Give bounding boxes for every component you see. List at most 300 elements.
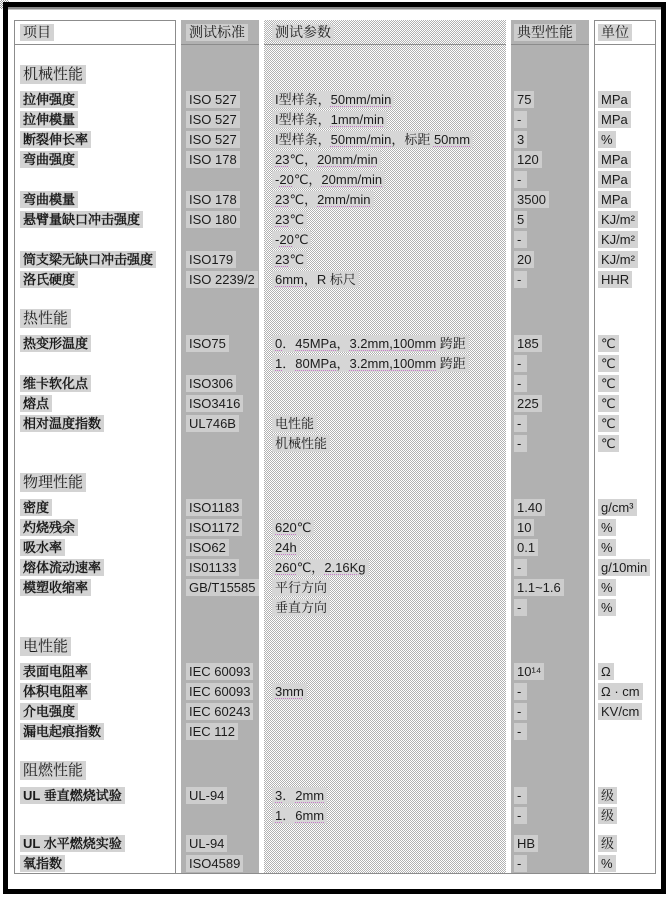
unit: % bbox=[598, 519, 616, 536]
test-standard-cell bbox=[181, 109, 259, 129]
test-standard: UL-94 bbox=[186, 835, 227, 852]
test-parameter: 260℃，2.16Kg bbox=[272, 559, 369, 576]
typical-value: - bbox=[514, 855, 527, 872]
test-parameter-cell bbox=[264, 413, 506, 433]
test-standard-cell bbox=[181, 249, 259, 269]
typical-value: 10 bbox=[514, 519, 534, 536]
test-standard-cell bbox=[181, 721, 259, 741]
test-parameter-cell bbox=[264, 557, 506, 577]
typical-value: 0.1 bbox=[514, 539, 538, 556]
test-standard: UL-94 bbox=[186, 787, 227, 804]
test-standard-cell bbox=[181, 701, 259, 721]
typical-value-cell bbox=[511, 681, 589, 701]
typical-value: - bbox=[514, 111, 527, 128]
property-name-cell bbox=[14, 109, 176, 129]
test-parameter-cell bbox=[264, 433, 506, 453]
typical-value-cell bbox=[511, 701, 589, 721]
unit: % bbox=[598, 131, 616, 148]
property-name: 悬臂量缺口冲击强度 bbox=[20, 211, 143, 228]
unit-cell bbox=[594, 701, 656, 721]
test-parameter-cell bbox=[264, 721, 506, 741]
unit-cell bbox=[594, 517, 656, 537]
row-spacer bbox=[14, 825, 176, 833]
typical-value-cell bbox=[511, 497, 589, 517]
unit: g/10min bbox=[598, 559, 650, 576]
test-standard-cell bbox=[181, 129, 259, 149]
test-standard-cell bbox=[181, 741, 259, 785]
unit: ℃ bbox=[598, 355, 619, 372]
typical-value-cell bbox=[511, 393, 589, 413]
unit-cell bbox=[594, 189, 656, 209]
test-standard: IS01133 bbox=[186, 559, 239, 576]
unit: KJ/m² bbox=[598, 231, 638, 248]
test-standard: ISO 2239/2 bbox=[186, 271, 258, 288]
test-standard: ISO 178 bbox=[186, 191, 240, 208]
test-standard-cell bbox=[181, 833, 259, 853]
unit: ℃ bbox=[598, 435, 619, 452]
unit-cell bbox=[594, 373, 656, 393]
test-standard-cell bbox=[181, 617, 259, 661]
unit-cell bbox=[594, 785, 656, 805]
header-unit: 单位 bbox=[594, 20, 656, 45]
property-name-cell bbox=[14, 497, 176, 517]
unit-cell bbox=[594, 269, 656, 289]
row-spacer bbox=[264, 825, 506, 833]
test-standard-cell bbox=[181, 89, 259, 109]
typical-value-cell bbox=[511, 189, 589, 209]
unit-cell bbox=[594, 333, 656, 353]
unit-cell bbox=[594, 537, 656, 557]
test-parameter: I型样条，50mm/min，标距 50mm bbox=[272, 131, 473, 148]
property-name-cell bbox=[14, 249, 176, 269]
property-name: 拉伸模量 bbox=[20, 111, 78, 128]
test-standard: IEC 112 bbox=[186, 723, 238, 740]
test-standard: ISO62 bbox=[186, 539, 229, 556]
test-parameter-cell bbox=[264, 785, 506, 805]
typical-value-cell bbox=[511, 289, 589, 333]
typical-value: - bbox=[514, 723, 527, 740]
typical-value-cell bbox=[511, 617, 589, 661]
test-standard: ISO3416 bbox=[186, 395, 243, 412]
header-item: 项目 bbox=[14, 20, 176, 45]
test-parameter-cell bbox=[264, 701, 506, 721]
section-label: 机械性能 bbox=[20, 65, 86, 84]
test-parameter: 23℃ bbox=[272, 211, 307, 228]
typical-value: - bbox=[514, 599, 527, 616]
property-name-cell bbox=[14, 229, 176, 249]
property-name-cell bbox=[14, 721, 176, 741]
unit-cell bbox=[594, 577, 656, 597]
test-parameter-cell bbox=[264, 209, 506, 229]
section-label-cell bbox=[14, 45, 176, 89]
typical-value-cell bbox=[511, 853, 589, 873]
test-standard-cell bbox=[181, 413, 259, 433]
test-parameter: 23℃，20mm/min bbox=[272, 151, 381, 168]
test-parameter: 24h bbox=[272, 539, 300, 556]
typical-value-cell bbox=[511, 413, 589, 433]
typical-value: - bbox=[514, 171, 527, 188]
property-name-cell bbox=[14, 353, 176, 373]
property-name-cell bbox=[14, 393, 176, 413]
typical-value-cell bbox=[511, 169, 589, 189]
typical-value-cell bbox=[511, 109, 589, 129]
test-standard-cell bbox=[181, 805, 259, 825]
unit: KJ/m² bbox=[598, 211, 638, 228]
unit: Ω · cm bbox=[598, 683, 643, 700]
property-name: UL 垂直燃烧试验 bbox=[20, 787, 125, 804]
test-parameter-cell bbox=[264, 129, 506, 149]
section-label: 阻燃性能 bbox=[20, 761, 86, 780]
unit-cell bbox=[594, 289, 656, 333]
test-parameter-cell bbox=[264, 393, 506, 413]
unit-cell bbox=[594, 557, 656, 577]
typical-value: - bbox=[514, 703, 527, 720]
typical-value-cell bbox=[511, 557, 589, 577]
typical-value-cell bbox=[511, 45, 589, 89]
unit: ℃ bbox=[598, 375, 619, 392]
test-parameter-cell bbox=[264, 353, 506, 373]
property-name: 吸水率 bbox=[20, 539, 65, 556]
unit-cell bbox=[594, 149, 656, 169]
test-parameter: 1．80MPa，3.2mm,100mm 跨距 bbox=[272, 355, 469, 372]
test-parameter-cell bbox=[264, 517, 506, 537]
test-standard-cell bbox=[181, 597, 259, 617]
test-standard: ISO306 bbox=[186, 375, 236, 392]
typical-value: - bbox=[514, 271, 527, 288]
test-standard: UL746B bbox=[186, 415, 239, 432]
test-standard-cell bbox=[181, 681, 259, 701]
unit-cell bbox=[594, 413, 656, 433]
test-parameter-cell bbox=[264, 45, 506, 89]
property-name-cell bbox=[14, 333, 176, 353]
test-standard: ISO 180 bbox=[186, 211, 240, 228]
header-parameter: 测试参数 bbox=[264, 20, 506, 45]
typical-value: 120 bbox=[514, 151, 542, 168]
typical-value-cell bbox=[511, 333, 589, 353]
test-standard: ISO1172 bbox=[186, 519, 242, 536]
typical-value: 1.1~1.6 bbox=[514, 579, 564, 596]
unit-cell bbox=[594, 249, 656, 269]
test-parameter-cell bbox=[264, 497, 506, 517]
unit: % bbox=[598, 599, 616, 616]
property-name-cell bbox=[14, 189, 176, 209]
unit: MPa bbox=[598, 171, 631, 188]
unit-cell bbox=[594, 497, 656, 517]
test-standard-cell bbox=[181, 853, 259, 873]
property-name: 介电强度 bbox=[20, 703, 78, 720]
property-name: 密度 bbox=[20, 499, 52, 516]
test-parameter-cell bbox=[264, 661, 506, 681]
property-name: 弯曲强度 bbox=[20, 151, 78, 168]
unit-cell bbox=[594, 661, 656, 681]
property-name-cell bbox=[14, 517, 176, 537]
test-parameter-cell bbox=[264, 833, 506, 853]
property-name-cell bbox=[14, 577, 176, 597]
unit: % bbox=[598, 539, 616, 556]
typical-value: 10¹⁴ bbox=[514, 663, 544, 680]
property-name: 熔体流动速率 bbox=[20, 559, 104, 576]
unit: KV/cm bbox=[598, 703, 642, 720]
typical-value-cell bbox=[511, 661, 589, 681]
typical-value-cell bbox=[511, 833, 589, 853]
test-standard: IEC 60243 bbox=[186, 703, 253, 720]
typical-value-cell bbox=[511, 89, 589, 109]
typical-value: 1.40 bbox=[514, 499, 545, 516]
test-standard-cell bbox=[181, 661, 259, 681]
property-name: UL 水平燃烧实验 bbox=[20, 835, 125, 852]
section-label: 热性能 bbox=[20, 309, 71, 328]
unit-cell bbox=[594, 853, 656, 873]
unit: MPa bbox=[598, 111, 631, 128]
unit-cell bbox=[594, 353, 656, 373]
test-parameter: -20℃ bbox=[272, 231, 311, 248]
unit: 级 bbox=[598, 787, 617, 804]
unit-cell bbox=[594, 617, 656, 661]
test-standard-cell bbox=[181, 45, 259, 89]
typical-value: 5 bbox=[514, 211, 527, 228]
test-parameter: 机械性能 bbox=[272, 435, 330, 452]
unit: ℃ bbox=[598, 415, 619, 432]
unit-cell bbox=[594, 393, 656, 413]
typical-value: 185 bbox=[514, 335, 542, 352]
unit: MPa bbox=[598, 151, 631, 168]
unit: g/cm³ bbox=[598, 499, 637, 516]
test-parameter-cell bbox=[264, 229, 506, 249]
property-name: 熔点 bbox=[20, 395, 52, 412]
unit-cell bbox=[594, 89, 656, 109]
unit-cell bbox=[594, 209, 656, 229]
test-standard: ISO4589 bbox=[186, 855, 243, 872]
test-standard-cell bbox=[181, 289, 259, 333]
test-parameter-cell bbox=[264, 333, 506, 353]
typical-value-cell bbox=[511, 433, 589, 453]
header-typical: 典型性能 bbox=[511, 20, 589, 45]
typical-value-cell bbox=[511, 373, 589, 393]
property-name: 氧指数 bbox=[20, 855, 65, 872]
test-standard-cell bbox=[181, 785, 259, 805]
test-standard: ISO179 bbox=[186, 251, 236, 268]
unit-cell bbox=[594, 129, 656, 149]
unit-cell bbox=[594, 833, 656, 853]
property-name-cell bbox=[14, 269, 176, 289]
test-parameter: -20℃，20mm/min bbox=[272, 171, 385, 188]
test-standard-cell bbox=[181, 393, 259, 413]
property-name-cell bbox=[14, 537, 176, 557]
test-parameter-cell bbox=[264, 741, 506, 785]
test-standard-cell bbox=[181, 537, 259, 557]
section-label: 物理性能 bbox=[20, 473, 86, 492]
property-name-cell bbox=[14, 597, 176, 617]
typical-value-cell bbox=[511, 597, 589, 617]
test-standard: ISO 527 bbox=[186, 111, 240, 128]
test-standard-cell bbox=[181, 333, 259, 353]
test-parameter: 0．45MPa，3.2mm,100mm 跨距 bbox=[272, 335, 469, 352]
property-name: 表面电阻率 bbox=[20, 663, 91, 680]
test-parameter-cell bbox=[264, 109, 506, 129]
property-name: 拉伸强度 bbox=[20, 91, 78, 108]
unit-cell bbox=[594, 453, 656, 497]
section-label-cell bbox=[14, 289, 176, 333]
unit: % bbox=[598, 855, 616, 872]
unit: % bbox=[598, 579, 616, 596]
test-parameter: 23℃ bbox=[272, 251, 307, 268]
unit-cell bbox=[594, 45, 656, 89]
typical-value: - bbox=[514, 355, 527, 372]
property-name-cell bbox=[14, 433, 176, 453]
test-parameter-cell bbox=[264, 577, 506, 597]
typical-value-cell bbox=[511, 249, 589, 269]
unit: HHR bbox=[598, 271, 632, 288]
property-name: 热变形温度 bbox=[20, 335, 91, 352]
typical-value-cell bbox=[511, 721, 589, 741]
typical-value-cell bbox=[511, 269, 589, 289]
property-name: 相对温度指数 bbox=[20, 415, 104, 432]
unit-cell bbox=[594, 681, 656, 701]
test-standard-cell bbox=[181, 577, 259, 597]
typical-value-cell bbox=[511, 129, 589, 149]
unit: MPa bbox=[598, 91, 631, 108]
typical-value: - bbox=[514, 375, 527, 392]
property-name: 漏电起痕指数 bbox=[20, 723, 104, 740]
test-standard-cell bbox=[181, 453, 259, 497]
property-name: 体积电阻率 bbox=[20, 683, 91, 700]
test-parameter: 1．6mm bbox=[272, 807, 327, 824]
property-name-cell bbox=[14, 833, 176, 853]
property-name-cell bbox=[14, 373, 176, 393]
typical-value-cell bbox=[511, 537, 589, 557]
test-standard: ISO1183 bbox=[186, 499, 242, 516]
property-name-cell bbox=[14, 681, 176, 701]
unit-cell bbox=[594, 229, 656, 249]
typical-value-cell bbox=[511, 209, 589, 229]
unit-cell bbox=[594, 741, 656, 785]
test-standard: IEC 60093 bbox=[186, 663, 253, 680]
section-label-cell bbox=[14, 453, 176, 497]
test-parameter-cell bbox=[264, 149, 506, 169]
property-name-cell bbox=[14, 169, 176, 189]
typical-value: - bbox=[514, 435, 527, 452]
test-standard-cell bbox=[181, 149, 259, 169]
property-name-cell bbox=[14, 149, 176, 169]
test-parameter-cell bbox=[264, 269, 506, 289]
header-standard: 测试标准 bbox=[181, 20, 259, 45]
property-name: 模塑收缩率 bbox=[20, 579, 91, 596]
typical-value: 3500 bbox=[514, 191, 549, 208]
test-standard-cell bbox=[181, 373, 259, 393]
property-name: 断裂伸长率 bbox=[20, 131, 91, 148]
unit: KJ/m² bbox=[598, 251, 638, 268]
section-label: 电性能 bbox=[20, 637, 71, 656]
test-standard-cell bbox=[181, 497, 259, 517]
row-spacer bbox=[594, 825, 656, 833]
row-spacer bbox=[181, 825, 259, 833]
typical-value-cell bbox=[511, 353, 589, 373]
test-parameter: 6mm，R 标尺 bbox=[272, 271, 359, 288]
property-name-cell bbox=[14, 805, 176, 825]
test-parameter-cell bbox=[264, 537, 506, 557]
unit: Ω bbox=[598, 663, 614, 680]
test-parameter-cell bbox=[264, 805, 506, 825]
section-label-cell bbox=[14, 741, 176, 785]
test-standard-cell bbox=[181, 169, 259, 189]
property-name-cell bbox=[14, 701, 176, 721]
test-standard-cell bbox=[181, 229, 259, 249]
property-name-cell bbox=[14, 209, 176, 229]
unit-cell bbox=[594, 805, 656, 825]
typical-value-cell bbox=[511, 577, 589, 597]
test-standard-cell bbox=[181, 209, 259, 229]
property-name-cell bbox=[14, 129, 176, 149]
typical-value-cell bbox=[511, 517, 589, 537]
test-standard: IEC 60093 bbox=[186, 683, 253, 700]
typical-value-cell bbox=[511, 453, 589, 497]
test-parameter: 23℃，2mm/min bbox=[272, 191, 374, 208]
unit-cell bbox=[594, 109, 656, 129]
test-parameter-cell bbox=[264, 681, 506, 701]
test-parameter-cell bbox=[264, 597, 506, 617]
property-name: 灼烧残余 bbox=[20, 519, 78, 536]
test-parameter-cell bbox=[264, 617, 506, 661]
typical-value-cell bbox=[511, 229, 589, 249]
test-parameter-cell bbox=[264, 249, 506, 269]
test-parameter-cell bbox=[264, 89, 506, 109]
property-name-cell bbox=[14, 853, 176, 873]
typical-value-cell bbox=[511, 149, 589, 169]
test-standard-cell bbox=[181, 353, 259, 373]
typical-value: - bbox=[514, 231, 527, 248]
property-name: 弯曲模量 bbox=[20, 191, 78, 208]
test-standard: GB/T15585 bbox=[186, 579, 259, 596]
test-parameter-cell bbox=[264, 289, 506, 333]
test-standard-cell bbox=[181, 433, 259, 453]
test-parameter: 620℃ bbox=[272, 519, 314, 536]
test-parameter-cell bbox=[264, 169, 506, 189]
test-parameter: I型样条，50mm/min bbox=[272, 91, 394, 108]
frame-highlight-line bbox=[8, 9, 661, 10]
unit-cell bbox=[594, 597, 656, 617]
test-parameter: 电性能 bbox=[272, 415, 317, 432]
unit-cell bbox=[594, 433, 656, 453]
typical-value: - bbox=[514, 807, 527, 824]
test-standard-cell bbox=[181, 269, 259, 289]
typical-value: 20 bbox=[514, 251, 534, 268]
property-name: 维卡软化点 bbox=[20, 375, 91, 392]
typical-value: - bbox=[514, 559, 527, 576]
typical-value-cell bbox=[511, 785, 589, 805]
test-parameter-cell bbox=[264, 853, 506, 873]
property-name-cell bbox=[14, 661, 176, 681]
typical-value: - bbox=[514, 415, 527, 432]
property-name: 洛氏硬度 bbox=[20, 271, 78, 288]
test-standard-cell bbox=[181, 557, 259, 577]
test-parameter: I型样条，1mm/min bbox=[272, 111, 387, 128]
typical-value-cell bbox=[511, 805, 589, 825]
test-parameter: 3mm bbox=[272, 683, 307, 700]
unit: 级 bbox=[598, 835, 617, 852]
test-standard: ISO75 bbox=[186, 335, 229, 352]
typical-value: 3 bbox=[514, 131, 527, 148]
unit: 级 bbox=[598, 807, 617, 824]
test-parameter-cell bbox=[264, 189, 506, 209]
test-standard-cell bbox=[181, 517, 259, 537]
typical-value: - bbox=[514, 787, 527, 804]
property-name: 筒支梁无缺口冲击强度 bbox=[20, 251, 156, 268]
test-parameter: 3．2mm bbox=[272, 787, 327, 804]
test-standard: ISO 527 bbox=[186, 91, 240, 108]
test-parameter: 平行方向 bbox=[272, 579, 330, 596]
property-name-cell bbox=[14, 557, 176, 577]
property-name-cell bbox=[14, 413, 176, 433]
